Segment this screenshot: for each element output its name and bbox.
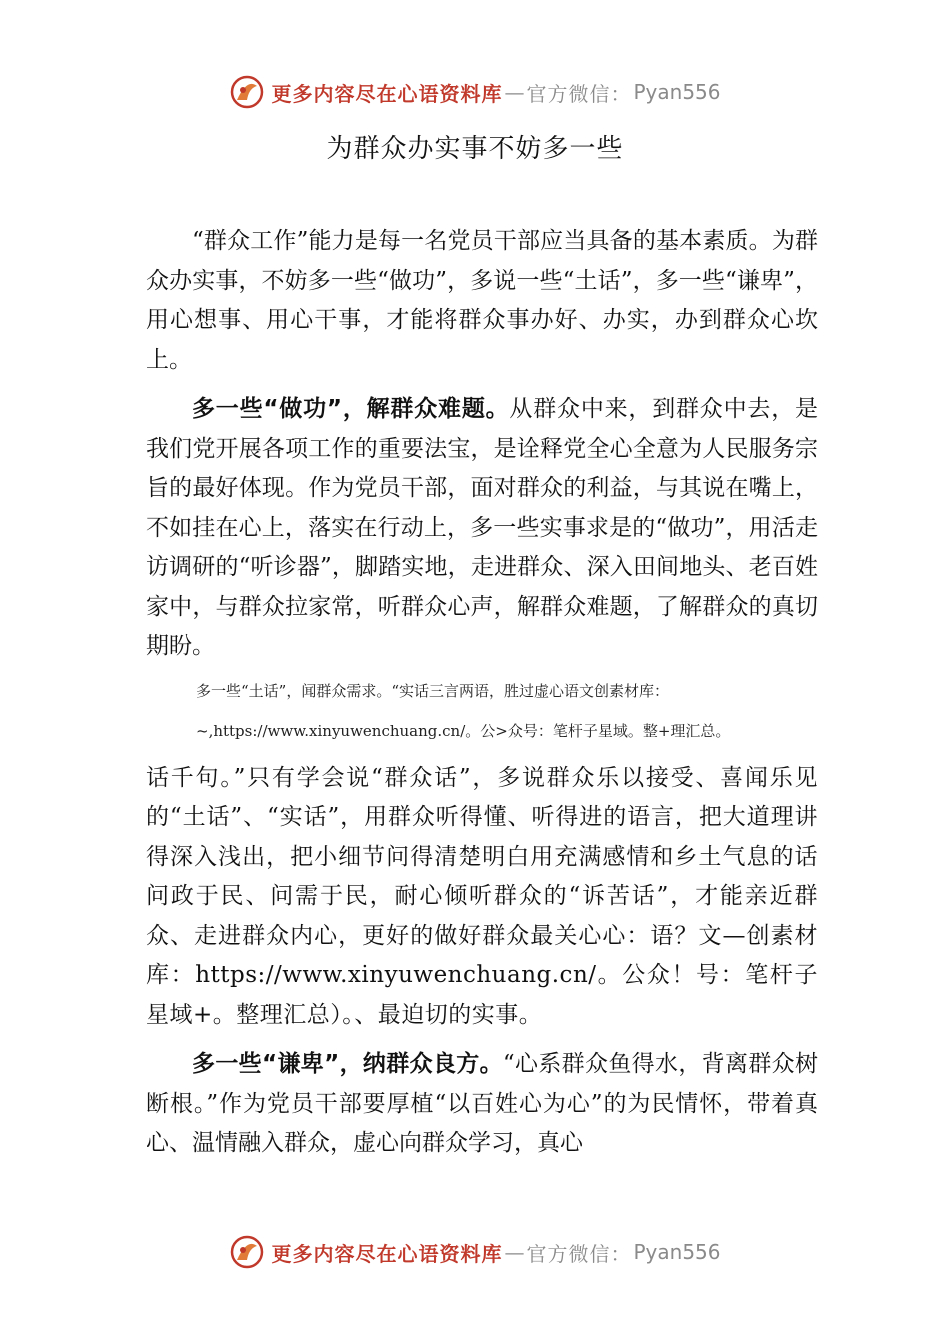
section-paragraph-speech: 话千句。”只有学会说“群众话”，多说群众乐以接受、喜闻乐见的“土话”、“实话”，用群众听得懂、听得进的语言，把大道理讲得深入浅出，把小细节问得清楚明白用充满感情和乡土气息的话问政于民、问需于民，耐心倾听群众的“诉苦话”，才能亲近群众、走进群众内心，更好的做好群众最关心心：语？文—创素材库：https://www.xinyuwenchuang.cn/。公众！号：笔杆子星域+。整理汇总）。、最迫切的实事。 xyxy=(146,764,818,1028)
watermark-brand-text: 更多内容尽在心语资料库 xyxy=(271,1241,503,1266)
section-body-humility: “心系群众鱼得水，背离群众树断根。”作为党员干部要厚植“以百姓心为心”的为民情怀，带着真心、温情融入群众，虚心向群众学习，真心 xyxy=(146,1051,818,1156)
inline-small-note xyxy=(146,679,818,743)
document-body xyxy=(146,222,818,1164)
watermark-wechat-id: Pyan556 xyxy=(633,1240,721,1264)
footer-watermark-banner xyxy=(0,1230,950,1274)
section-heading-humility: 多一些“谦卑”，纳群众良方。 xyxy=(192,1051,503,1077)
logo-icon xyxy=(229,1234,265,1270)
note-line-1: 多一些“土话”，闻群众需求。“实话三言两语，胜过虚心语文创素材库： xyxy=(196,681,670,700)
watermark-wechat-id: Pyan556 xyxy=(633,80,721,104)
section-body-work: 从群众中来，到群众中去，是我们党开展各项工作的重要法宝，是诠释党全心全意为人民服务宗旨的最好体现。作为党员干部，面对群众的利益，与其说在嘴上，不如挂在心上，落实在行动上，多一些实事求是的“做功”，用活走访调研的“听诊器”，脚踏实地，走进群众、深入田间地头、老百姓家中，与群众拉家常，听群众心声，解群众难题，了解群众的真切期盼。 xyxy=(146,396,819,659)
watermark-wechat-label: 官方微信： xyxy=(526,1241,632,1266)
section-paragraph-humility xyxy=(146,1045,818,1164)
watermark-dash: — xyxy=(504,80,525,104)
document-title: 为群众办实事不妨多一些 xyxy=(326,134,624,164)
logo-icon xyxy=(229,74,265,110)
header-watermark-banner xyxy=(0,70,950,114)
section-heading-work: 多一些“做功”，解群众难题。 xyxy=(192,396,510,422)
note-line-2: ~,https://www.xinyuwenchuang.cn/。公>众号：笔杆子星域。整+理汇总。 xyxy=(196,721,731,740)
section-paragraph-work xyxy=(146,390,818,667)
watermark-brand-text: 更多内容尽在心语资料库 xyxy=(271,81,503,106)
watermark-dash: — xyxy=(504,1240,525,1264)
watermark-wechat-label: 官方微信： xyxy=(526,81,632,106)
intro-paragraph: “群众工作”能力是每一名党员干部应当具备的基本素质。为群众办实事，不妨多一些“做功”，多说一些“土话”，多一些“谦卑”，用心想事、用心干事，才能将群众事办好、办实，办到群众心坎上。 xyxy=(146,228,818,373)
